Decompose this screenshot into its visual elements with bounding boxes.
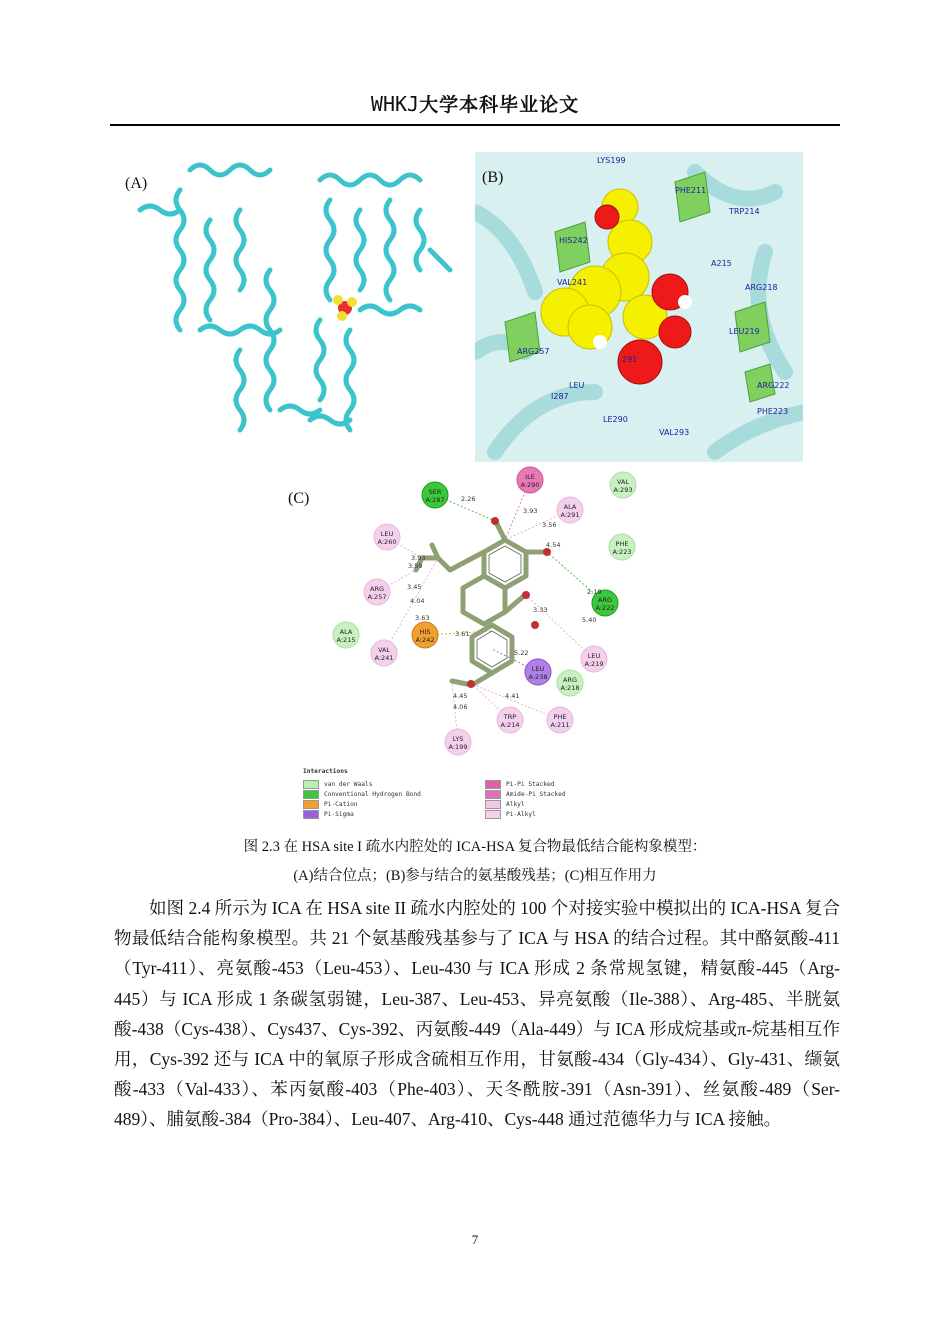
- panel-c-interaction-diagram: [290, 465, 650, 765]
- residue-number: A:257: [367, 593, 387, 601]
- residue-number: A:293: [613, 486, 633, 494]
- distance-label: 3.93: [523, 507, 538, 515]
- legend-item: [303, 780, 372, 789]
- legend-item: [303, 790, 421, 799]
- figure-caption-line1: 图 2.3 在 HSA site I 疏水内腔处的 ICA-HSA 复合物最低结合能构象模型：: [243, 839, 707, 855]
- svg-text:LE290: LE290: [603, 415, 628, 424]
- distance-label: 5.40: [582, 616, 597, 624]
- figure-caption-line2: (A)结合位点；(B)参与结合的氨基酸残基；(C)相互作用力: [293, 868, 657, 884]
- residue-number: A:241: [374, 654, 394, 662]
- legend-label: Amide-Pi Stacked: [506, 791, 566, 798]
- legend-swatch: [303, 800, 319, 809]
- svg-text:HIS242: HIS242: [559, 236, 588, 245]
- legend-swatch: [303, 810, 319, 819]
- distance-label: 3.61: [455, 630, 470, 638]
- interaction-legend: [303, 768, 643, 824]
- page-number: 7: [471, 1232, 479, 1247]
- legend-title: Interactions: [303, 768, 348, 775]
- legend-item: [303, 800, 358, 809]
- panel-b-label: (B): [482, 169, 504, 186]
- svg-text:PHE223: PHE223: [757, 407, 789, 416]
- legend-item: [485, 780, 554, 789]
- residue-name: TRP: [503, 713, 517, 721]
- distance-label: 4.41: [505, 692, 520, 700]
- legend-swatch: [485, 800, 501, 809]
- svg-text:LEU: LEU: [569, 381, 585, 390]
- svg-text:TRP214: TRP214: [729, 207, 760, 216]
- residue-name: ARG: [598, 596, 612, 604]
- legend-label: Pi-Cation: [324, 801, 358, 808]
- residue-name: ILE: [525, 473, 535, 481]
- legend-swatch: [485, 810, 501, 819]
- distance-label: 4.45: [453, 692, 468, 700]
- distance-label: 3.45: [407, 583, 422, 591]
- legend-item: [485, 790, 566, 799]
- legend-label: Alkyl: [506, 801, 525, 808]
- svg-text:ARG222: ARG222: [757, 381, 790, 390]
- header-latin: WHKJ: [370, 92, 420, 116]
- distance-label: 3.63: [415, 614, 430, 622]
- legend-item: [485, 810, 536, 819]
- svg-text:VAL241: VAL241: [557, 278, 588, 287]
- distance-label: 5.22: [514, 649, 529, 657]
- residue-name: LYS: [452, 735, 464, 743]
- residue-name: HIS: [419, 628, 431, 636]
- svg-text:ARG218: ARG218: [745, 283, 778, 292]
- residue-name: PHE: [615, 540, 629, 548]
- residue-name: PHE: [553, 713, 567, 721]
- body-paragraph-container: [114, 893, 840, 1135]
- residue-number: A:223: [612, 548, 632, 556]
- header-rule: [110, 124, 840, 126]
- legend-item: [485, 800, 525, 809]
- distance-label: 2.19: [587, 588, 602, 596]
- distance-label: 4.04: [410, 597, 425, 605]
- svg-text:A215: A215: [711, 259, 732, 268]
- residue-name: ALA: [339, 628, 353, 636]
- svg-text:291: 291: [622, 355, 638, 364]
- distance-label: 3.33: [533, 606, 548, 614]
- residue-number: A:219: [584, 660, 604, 668]
- page-header: [110, 90, 840, 117]
- distance-label: 4.06: [453, 703, 468, 711]
- panel-c-label: (C): [288, 490, 310, 507]
- legend-label: Conventional Hydrogen Bond: [324, 791, 421, 798]
- distance-label: 3.59: [408, 562, 423, 570]
- residue-number: A:199: [448, 743, 468, 751]
- residue-number: A:222: [595, 604, 615, 612]
- residue-number: A:242: [415, 636, 435, 644]
- svg-text:LEU219: LEU219: [729, 327, 760, 336]
- svg-text:ARG257: ARG257: [517, 347, 550, 356]
- residue-name: LEU: [380, 530, 394, 538]
- svg-text:LYS199: LYS199: [597, 156, 626, 165]
- svg-text:I287: I287: [551, 392, 569, 401]
- panel-b-binding-site-image: [475, 152, 803, 462]
- distance-label: 2.26: [461, 495, 476, 503]
- residue-name: ARG: [563, 676, 577, 684]
- legend-item: [303, 810, 354, 819]
- residue-number: A:214: [500, 721, 520, 729]
- legend-swatch: [303, 790, 319, 799]
- residue-number: A:290: [520, 481, 540, 489]
- residue-name: SER: [428, 488, 442, 496]
- residue-number: A:218: [560, 684, 580, 692]
- residue-name: ARG: [370, 585, 384, 593]
- residue-number: A:260: [377, 538, 397, 546]
- residue-name: ALA: [563, 503, 577, 511]
- header-title: 大学本科毕业论文: [419, 94, 580, 116]
- legend-label: Pi-Sigma: [324, 811, 354, 818]
- svg-text:VAL293: VAL293: [659, 428, 690, 437]
- residue-name: VAL: [377, 646, 391, 654]
- residue-number: A:238: [528, 673, 548, 681]
- legend-swatch: [303, 780, 319, 789]
- residue-name: LEU: [531, 665, 545, 673]
- legend-label: Pi-Pi Stacked: [506, 781, 555, 788]
- distance-label: 3.56: [542, 521, 557, 529]
- panel-a-label: (A): [125, 175, 148, 192]
- residue-name: LEU: [587, 652, 601, 660]
- residue-number: A:291: [560, 511, 580, 519]
- residue-number: A:211: [550, 721, 570, 729]
- distance-label: 3.93: [411, 554, 426, 562]
- residue-number: A:287: [425, 496, 445, 504]
- legend-swatch: [485, 790, 501, 799]
- svg-text:PHE211: PHE211: [675, 186, 707, 195]
- legend-swatch: [485, 780, 501, 789]
- legend-label: Pi-Alkyl: [506, 811, 536, 818]
- body-paragraph: 如图 2.4 所示为 ICA 在 HSA site II 疏水内腔处的 100 个对接实验中模拟出的 ICA-HSA 复合物最低结合能构象模型。共 21 个氨基酸残基参与了 ICA 与 HSA 的结合过程。其中酪氨酸-411（Tyr-411）、亮氨酸-453（Leu-453）、Leu-430 与 ICA 形成 2 条常规氢键，精氨酸-445（Arg-445）与 ICA 形成 1 条碳氢弱键，Leu-387、Leu-453、异亮氨酸（Ile-388）、Arg-485、半胱氨酸-438（Cys-438）、Cys437、Cys-392、丙氨酸-449（Ala-449）与 ICA 形成烷基或π-烷基相互作用，Cys-392 还与 ICA 中的氧原子形成含硫相互作用，甘氨酸-434（Gly-434）、Gly-431、缬氨酸-433（Val-433）、苯丙氨酸-403（Phe-403）、天冬酰胺-391（Asn-391）、丝氨酸-489（Ser-489）、脯氨酸-384（Pro-384）、Leu-407、Arg-410、Cys-448 通过范德华力与 ICA 接触。: [114, 898, 840, 1130]
- panel-a-protein-image: [120, 150, 480, 450]
- residue-name: VAL: [616, 478, 630, 486]
- distance-label: 4.54: [546, 541, 561, 549]
- legend-label: van der Waals: [324, 781, 373, 788]
- residue-number: A:215: [336, 636, 356, 644]
